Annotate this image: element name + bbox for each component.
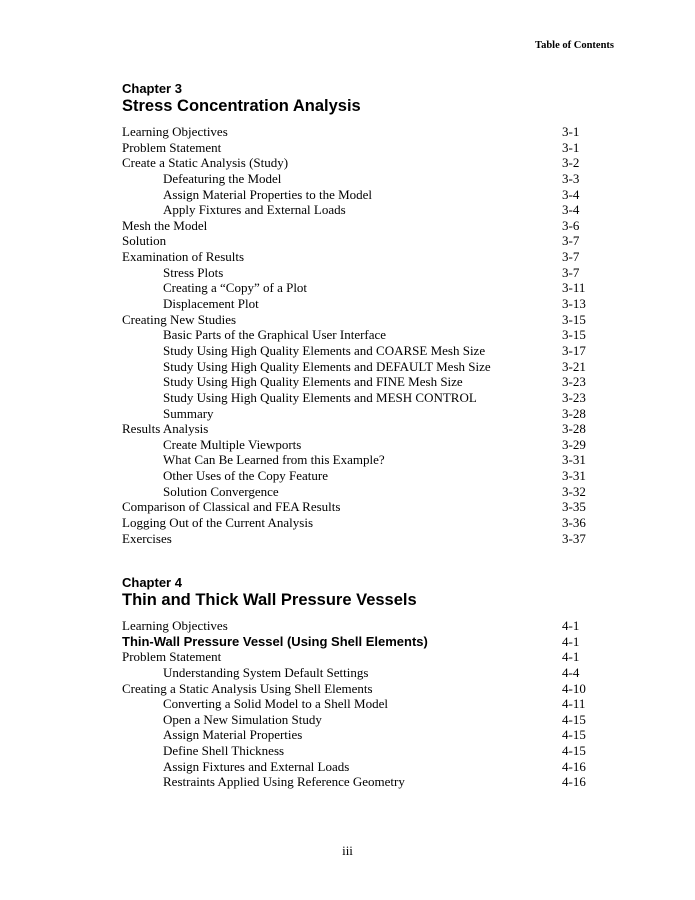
toc-entry-title: Thin-Wall Pressure Vessel (Using Shell Elements) (122, 633, 428, 649)
toc-entry-title: Defeaturing the Model (163, 170, 282, 186)
toc-entry-page: 3-37 (562, 530, 586, 546)
toc-entry-page: 3-7 (562, 233, 580, 249)
toc-entry-page: 3-15 (562, 327, 586, 343)
toc-entry-page: 3-21 (562, 358, 586, 374)
toc-entry[interactable] (122, 468, 600, 484)
toc-entry-title: Assign Fixtures and External Loads (163, 758, 350, 774)
toc-entry-title: Solution Convergence (163, 483, 279, 499)
toc-entry-title: Study Using High Quality Elements and DEFAULT Mesh Size (163, 358, 491, 374)
toc-entry[interactable] (122, 421, 600, 437)
toc-entry[interactable] (122, 484, 600, 500)
toc-entry-page: 3-11 (562, 280, 586, 296)
toc-entry-page: 3-23 (562, 374, 586, 390)
toc-entry-page: 3-28 (562, 405, 586, 421)
toc-entry-page: 4-15 (562, 727, 586, 743)
toc-entry[interactable] (122, 634, 600, 650)
toc-entry[interactable] (122, 727, 600, 743)
toc-entry-page: 3-1 (562, 139, 580, 155)
toc-entry-title: Assign Material Properties (163, 727, 303, 743)
toc-entry-title: Open a New Simulation Study (163, 711, 322, 727)
toc-entry-title: Basic Parts of the Graphical User Interface (163, 327, 387, 343)
toc-entry-page: 3-36 (562, 515, 586, 531)
toc-entry[interactable] (122, 155, 600, 171)
toc-entry-title: Define Shell Thickness (163, 743, 285, 759)
toc-entry[interactable] (122, 406, 600, 422)
toc-entry[interactable] (122, 280, 600, 296)
toc-entry-page: 3-17 (562, 342, 586, 358)
toc-entry-page: 3-7 (562, 249, 580, 265)
toc-entry-title: What Can Be Learned from this Example? (163, 452, 385, 468)
toc-entry-title: Create a Static Analysis (Study) (122, 155, 289, 171)
toc-entry-title: Creating a Static Analysis Using Shell Elements (122, 680, 373, 696)
toc-entry-page: 4-10 (562, 680, 586, 696)
toc-entry-page: 3-31 (562, 468, 586, 484)
toc-entry[interactable] (122, 437, 600, 453)
toc-entry-page: 3-35 (562, 499, 586, 515)
toc-entry-title: Creating New Studies (122, 311, 237, 327)
chapter-4-section (122, 575, 600, 790)
toc-entry-title: Create Multiple Viewports (163, 436, 302, 452)
toc-entry-title: Displacement Plot (163, 296, 259, 312)
toc-entry-page: 3-6 (562, 217, 580, 233)
toc-entry-title: Exercises (122, 530, 172, 546)
toc-entry[interactable] (122, 265, 600, 281)
toc-entry-page: 3-3 (562, 170, 580, 186)
toc-entry-title: Learning Objectives (122, 124, 228, 139)
toc-entry-title: Problem Statement (122, 139, 222, 155)
toc-entry-page: 4-15 (562, 711, 586, 727)
toc-entry-title: Mesh the Model (122, 217, 208, 233)
toc-entry-title: Results Analysis (122, 421, 209, 437)
toc-entry-title: Logging Out of the Current Analysis (122, 515, 314, 531)
toc-entry[interactable] (122, 171, 600, 187)
running-header: Table of Contents (535, 40, 614, 51)
chapter-label: Chapter 4 (122, 575, 182, 590)
toc-entry[interactable] (122, 515, 600, 531)
toc-entry[interactable] (122, 618, 600, 634)
chapter-3-section (122, 81, 600, 546)
toc-entry-page: 4-4 (562, 664, 580, 680)
chapter-label: Chapter 3 (122, 81, 182, 96)
toc-entry-title: Restraints Applied Using Reference Geometry (163, 774, 405, 790)
toc-entry[interactable] (122, 343, 600, 359)
toc-entry[interactable] (122, 249, 600, 265)
toc-entry[interactable] (122, 233, 600, 249)
toc-entry-page: 3-4 (562, 186, 580, 202)
toc-entry[interactable] (122, 187, 600, 203)
toc-entry[interactable] (122, 218, 600, 234)
toc-entry-title: Other Uses of the Copy Feature (163, 468, 328, 484)
toc-entry[interactable] (122, 743, 600, 759)
toc-entry[interactable] (122, 681, 600, 697)
toc-entry-page: 4-16 (562, 758, 586, 774)
toc-entry-title: Learning Objectives (122, 618, 228, 633)
toc-entry[interactable] (122, 296, 600, 312)
toc-entry[interactable] (122, 452, 600, 468)
toc-entry-title: Study Using High Quality Elements and COARSE Mesh Size (163, 342, 486, 358)
toc-entry[interactable] (122, 665, 600, 681)
page-number: iii (342, 843, 353, 858)
toc-entry-list (122, 124, 600, 546)
toc-entry-title: Assign Material Properties to the Model (163, 186, 373, 202)
toc-entry[interactable] (122, 202, 600, 218)
toc-entry-page: 3-13 (562, 296, 586, 312)
toc-entry-title: Stress Plots (163, 264, 224, 280)
toc-entry-page: 3-15 (562, 311, 586, 327)
toc-entry[interactable] (122, 759, 600, 775)
toc-entry[interactable] (122, 359, 600, 375)
toc-entry-page: 3-4 (562, 202, 580, 218)
toc-entry[interactable] (122, 390, 600, 406)
toc-entry-title: Study Using High Quality Elements and MESH CONTROL (163, 389, 477, 405)
toc-entry[interactable] (122, 499, 600, 515)
toc-entry-page: 4-1 (562, 618, 580, 633)
toc-entry-page: 4-16 (562, 774, 586, 790)
toc-entry[interactable] (122, 712, 600, 728)
toc-entry-page: 3-31 (562, 452, 586, 468)
toc-entry-title: Problem Statement (122, 649, 222, 665)
toc-entry-list (122, 618, 600, 790)
toc-entry-title: Examination of Results (122, 249, 245, 265)
toc-entry-title: Solution (122, 233, 167, 249)
toc-entry[interactable] (122, 774, 600, 790)
toc-entry-page: 3-2 (562, 155, 580, 171)
toc-entry-page: 4-15 (562, 743, 586, 759)
toc-entry[interactable] (122, 696, 600, 712)
toc-entry[interactable] (122, 327, 600, 343)
chapter-title: Stress Concentration Analysis (122, 97, 361, 115)
toc-entry-page: 4-11 (562, 696, 586, 712)
toc-entry[interactable] (122, 312, 600, 328)
toc-entry-title: Summary (163, 405, 214, 421)
toc-entry-page: 3-32 (562, 483, 586, 499)
toc-entry[interactable] (122, 649, 600, 665)
toc-entry-page: 4-1 (562, 633, 580, 649)
toc-entry-page: 3-7 (562, 264, 580, 280)
toc-entry-page: 3-29 (562, 436, 586, 452)
toc-entry-page: 3-23 (562, 389, 586, 405)
toc-entry[interactable] (122, 140, 600, 156)
toc-entry-title: Creating a “Copy” of a Plot (163, 280, 308, 296)
toc-entry-page: 4-1 (562, 649, 580, 665)
toc-entry-title: Apply Fixtures and External Loads (163, 202, 346, 218)
toc-entry-title: Study Using High Quality Elements and FINE Mesh Size (163, 374, 463, 390)
toc-entry[interactable] (122, 374, 600, 390)
chapter-title: Thin and Thick Wall Pressure Vessels (122, 591, 417, 609)
toc-entry[interactable] (122, 124, 600, 140)
toc-entry-page: 3-28 (562, 421, 586, 437)
toc-entry-page: 3-1 (562, 124, 580, 139)
toc-entry-title: Understanding System Default Settings (163, 664, 369, 680)
toc-entry-title: Comparison of Classical and FEA Results (122, 499, 341, 515)
toc-entry-title: Converting a Solid Model to a Shell Model (163, 696, 388, 712)
toc-entry[interactable] (122, 531, 600, 547)
